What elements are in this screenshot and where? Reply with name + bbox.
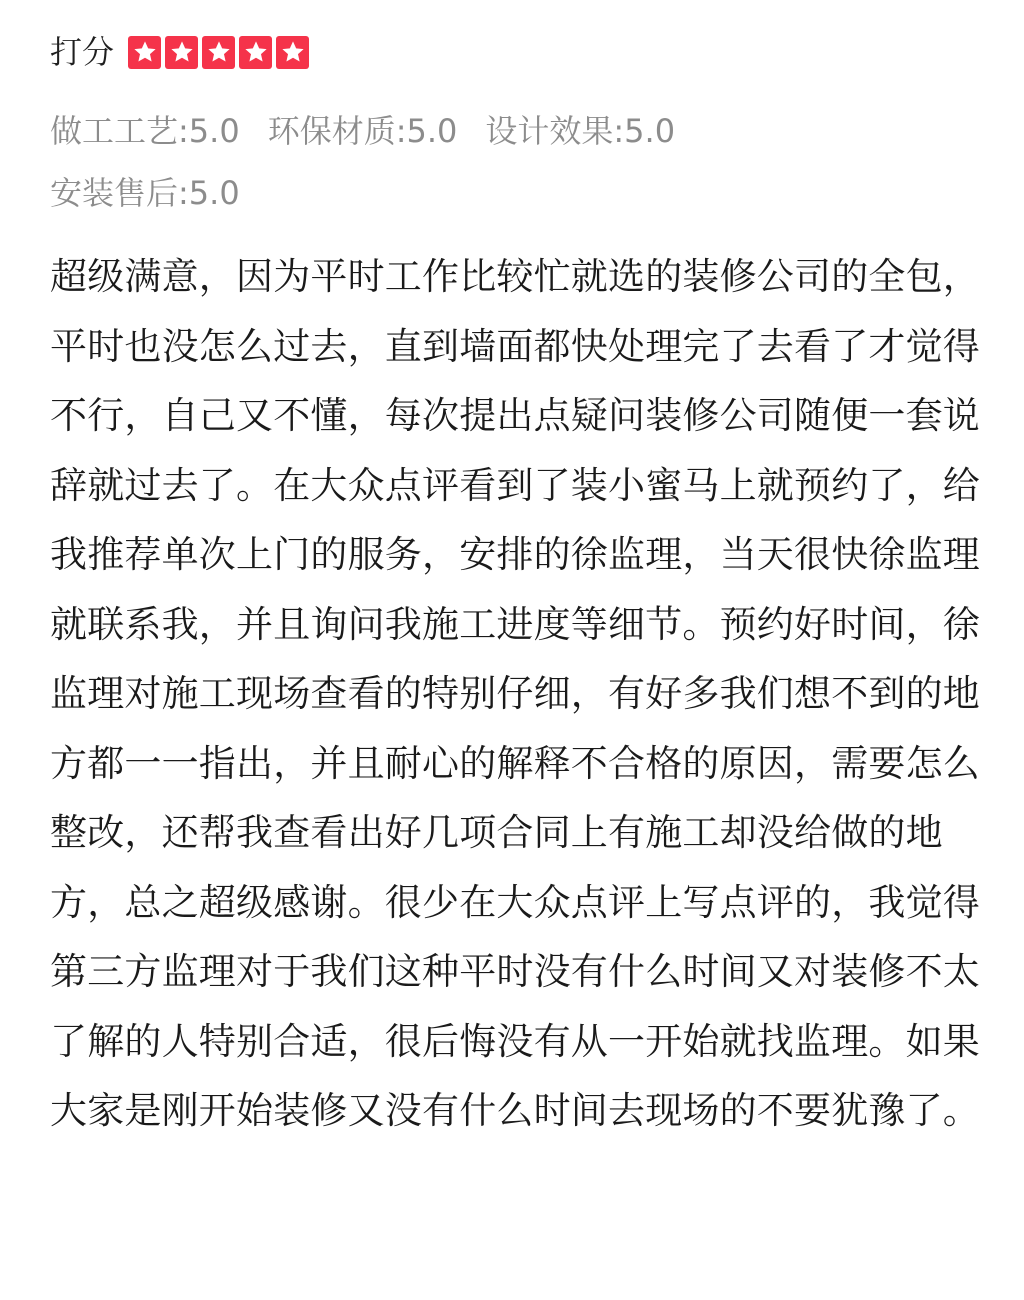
sub-score-installation: 安装售后:5.0: [50, 174, 240, 212]
star-icon: [165, 36, 198, 69]
sub-scores: [50, 100, 810, 224]
sub-score-name: 安装售后: [50, 174, 179, 212]
star-rating: [128, 36, 309, 69]
rating-label: 打分: [50, 33, 115, 71]
sub-score-name: 设计效果: [485, 112, 614, 150]
sub-score-value: 5.0: [406, 112, 458, 150]
sub-score-materials: 环保材质:5.0: [267, 112, 458, 150]
sub-score-workmanship: 做工工艺:5.0: [50, 112, 240, 150]
star-icon: [276, 36, 309, 69]
sub-score-name: 环保材质: [267, 112, 396, 150]
star-icon: [128, 36, 161, 69]
star-icon: [239, 36, 272, 69]
star-icon: [202, 36, 235, 69]
sub-score-design: 设计效果:5.0: [485, 112, 676, 150]
rating-row: [50, 24, 996, 80]
review-text: 超级满意，因为平时工作比较忙就选的装修公司的全包，平时也没怎么过去，直到墙面都快处理完了去看了才觉得不行，自己又不懂，每次提出点疑问装修公司随便一套说辞就过去了。在大众点评看到了装小蜜马上就预约了，给我推荐单次上门的服务，安排的徐监理，当天很快徐监理就联系我，并且询问我施工进度等细节。预约好时间，徐监理对施工现场查看的特别仔细，有好多我们想不到的地方都一一指出，并且耐心的解释不合格的原因，需要怎么整改，还帮我查看出好几项合同上有施工却没给做的地方，总之超级感谢。很少在大众点评上写点评的，我觉得第三方监理对于我们这种平时没有什么时间又对装修不太了解的人特别合适，很后悔没有从一开始就找监理。如果大家是刚开始装修又没有什么时间去现场的不要犹豫了。: [50, 255, 980, 1132]
sub-score-value: 5.0: [188, 112, 240, 150]
sub-score-name: 做工工艺: [50, 112, 179, 150]
sub-score-value: 5.0: [624, 112, 676, 150]
sub-score-value: 5.0: [188, 174, 240, 212]
